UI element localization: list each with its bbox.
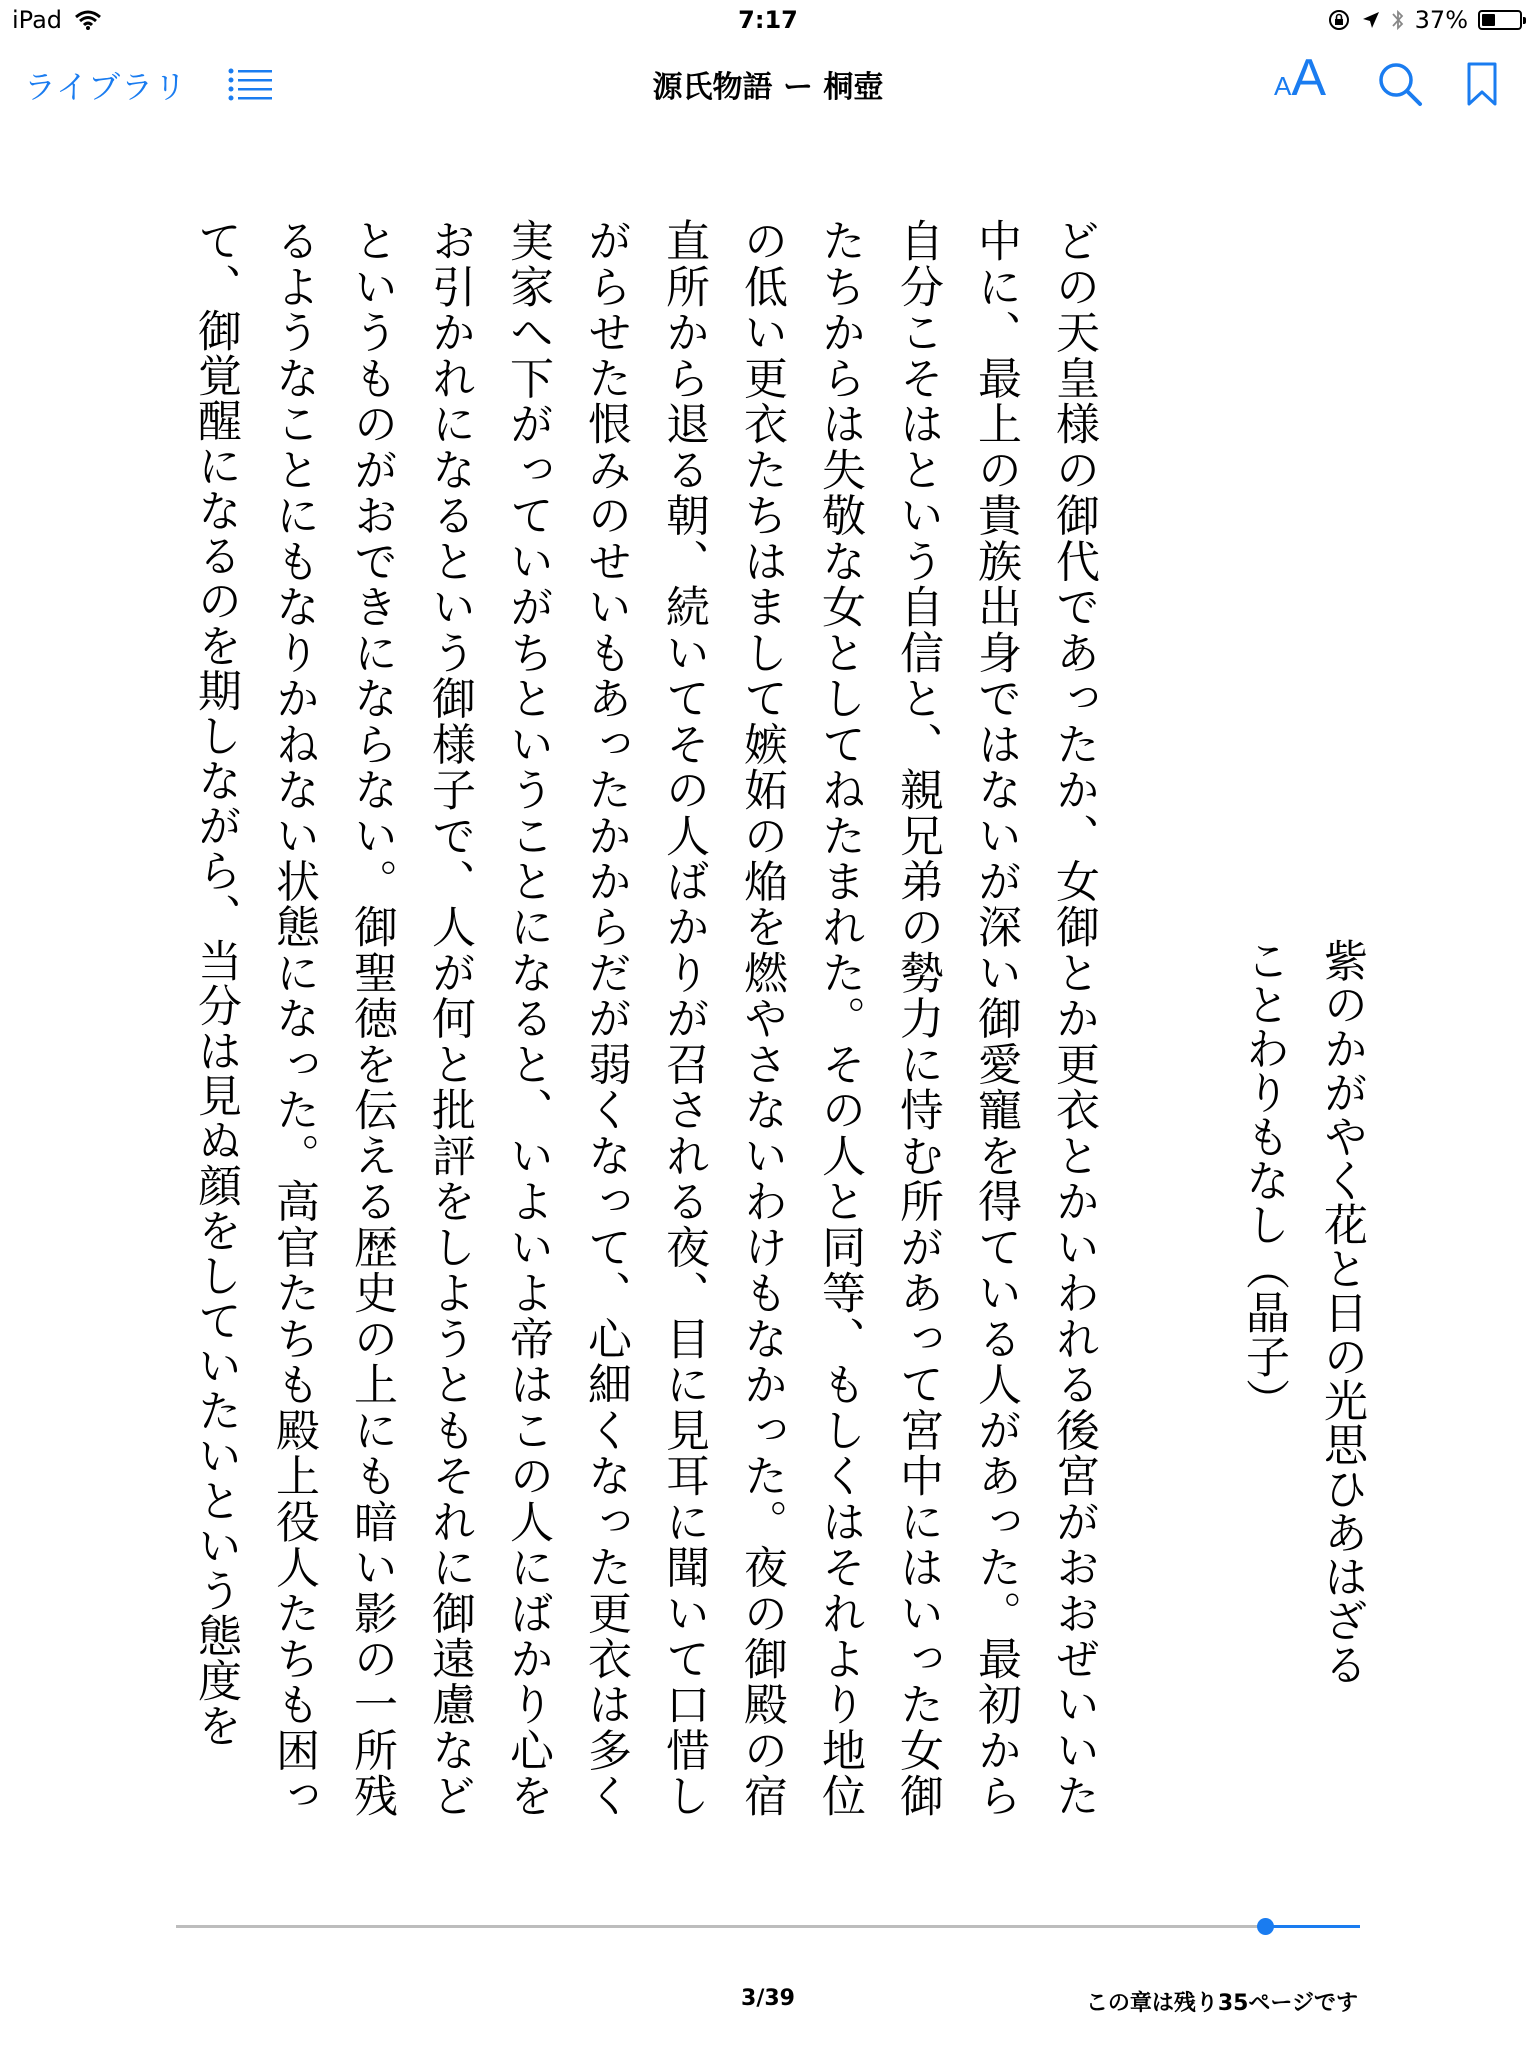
status-right bbox=[1327, 6, 1522, 34]
page-content bbox=[190, 218, 1380, 1819]
font-small-letter: A bbox=[1274, 71, 1292, 101]
progress-thumb[interactable] bbox=[1257, 1918, 1274, 1935]
status-time: 7:17 bbox=[738, 6, 798, 34]
progress-remaining bbox=[1265, 1925, 1360, 1928]
battery-icon bbox=[1478, 10, 1522, 30]
library-button[interactable]: ライブラリ bbox=[24, 68, 188, 106]
bluetooth-icon bbox=[1391, 8, 1405, 32]
page-progress-slider[interactable] bbox=[176, 1925, 1360, 1928]
battery-percent: 37% bbox=[1414, 6, 1468, 34]
bookmark-icon[interactable] bbox=[1466, 62, 1498, 106]
font-size-button[interactable] bbox=[1274, 49, 1327, 107]
location-icon bbox=[1361, 10, 1381, 30]
battery-level bbox=[1482, 14, 1495, 26]
chapter-remaining: この章は残り35ページです bbox=[1085, 1991, 1358, 2016]
rotation-lock-icon bbox=[1327, 8, 1351, 32]
device-name: iPad bbox=[12, 6, 63, 34]
font-large-letter: A bbox=[1291, 49, 1327, 107]
book-title: 源氏物語 ー 桐壺 bbox=[652, 70, 884, 105]
epigraph-poem: 紫のかがやく花と日の光思ひあはざる ことわりもなし（晶子） bbox=[1238, 938, 1367, 1686]
status-bar bbox=[0, 0, 1536, 40]
body-text: どの天皇様の御代であったか、女御とか更衣とかいわれる後宮がおおぜいいた中に、最上の貴族出身ではないが深い御愛寵を得ている人があった。最初から自分こそはという自信と、親兄弟の勢力に恃む所があって宮中にはいった女御たちからは失敬な女としてねたまれた。その人と同等、もしくはそれより地位の低い更衣たちはまして嫉妬の焔を燃やさないわけもなかった。夜の御殿の宿直所から退る朝、続いてその人ばかりが召される夜、目に見耳に聞いて口惜しがらせた恨みのせいもあったかからだが弱くなって、心細くなった更衣は多く実家へ下がっていがちということになると、いよいよ帝はこの人にばかり心をお引かれになるという御様子で、人が何と批評をしようともそれに御遠慮などというものがおできにならない。御聖徳を伝える歴史の上にも暗い影の一所残るようなことにもなりかねない状態になった。高官たちも殿上役人たちも困って、御覚醒になるのを期しながら、当分は見ぬ顔をしていたいという態度を bbox=[190, 218, 1099, 1819]
reader-toolbar bbox=[0, 44, 1536, 124]
search-icon[interactable] bbox=[1376, 60, 1424, 108]
page-number: 3/39 bbox=[741, 1986, 795, 2011]
